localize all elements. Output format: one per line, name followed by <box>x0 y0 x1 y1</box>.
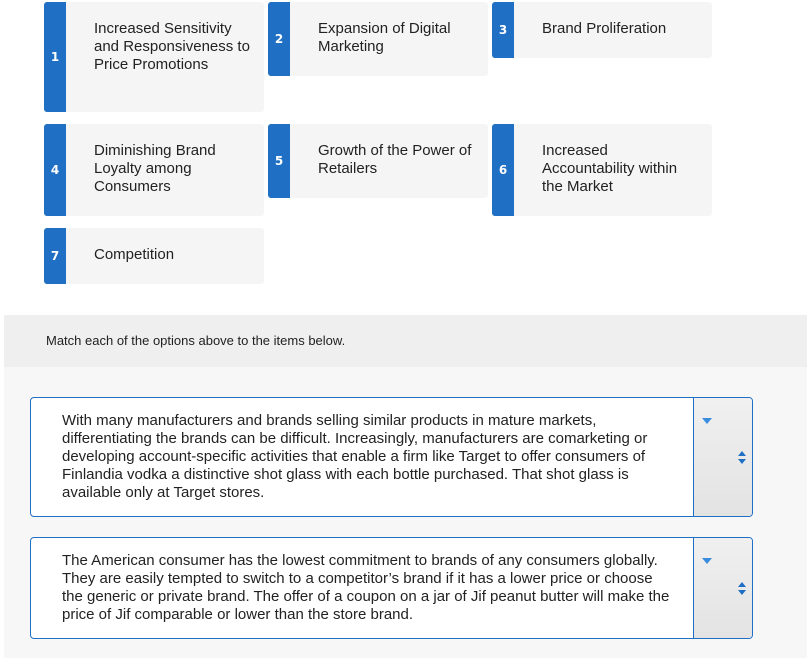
option-number-badge: 7 <box>44 228 66 284</box>
chevron-down-icon <box>702 418 712 424</box>
option-label: Increased Sensitivity and Responsiveness to Price Promotions <box>94 20 250 73</box>
option-6[interactable] <box>492 124 712 216</box>
option-number-badge: 2 <box>268 2 290 76</box>
option-number-badge: 4 <box>44 124 66 216</box>
option-5[interactable] <box>268 124 488 198</box>
answer-dropdown[interactable] <box>693 538 752 638</box>
option-label: Increased Accountability within the Market <box>542 142 678 195</box>
option-number-badge: 3 <box>492 2 514 58</box>
up-down-arrows-icon <box>738 582 746 596</box>
chevron-down-icon <box>702 558 712 564</box>
match-item-2 <box>30 537 753 639</box>
option-number-badge: 6 <box>492 124 514 216</box>
match-item-text: With many manufacturers and brands selling similar products in mature markets, differentiating the brands can be difficult. Increasingly, manufacturers are comarketing or developing account-specific activities that enable a firm like Target to offer consumers of Finlandia vodka a distinctive shot glass with each bottle purchased. That shot glass is available only at Target stores. <box>62 412 648 501</box>
instructions-bar <box>4 315 807 367</box>
option-2[interactable] <box>268 2 488 76</box>
option-label: Competition <box>94 246 175 263</box>
match-item-text: The American consumer has the lowest commitment to brands of any consumers globally. They are easily tempted to switch to a competitor’s brand if it has a lower price or choose the generic or private brand. The offer of a coupon on a jar of Jif peanut butter will make the price of Jif comparable or lower than the store brand. <box>62 552 670 623</box>
answer-dropdown[interactable] <box>693 398 752 516</box>
option-number-badge: 5 <box>268 124 290 198</box>
option-1[interactable] <box>44 2 264 112</box>
up-down-arrows-icon <box>738 451 746 465</box>
option-number-badge: 1 <box>44 2 66 112</box>
instructions-text: Match each of the options above to the items below. <box>46 333 346 348</box>
option-label: Brand Proliferation <box>542 20 667 37</box>
option-label: Growth of the Power of Retailers <box>318 142 472 177</box>
option-label: Expansion of Digital Marketing <box>318 20 451 55</box>
option-3[interactable] <box>492 2 712 58</box>
option-4[interactable] <box>44 124 264 216</box>
option-7[interactable] <box>44 228 264 284</box>
option-label: Diminishing Brand Loyalty among Consumers <box>94 142 216 195</box>
match-item-1 <box>30 397 753 517</box>
